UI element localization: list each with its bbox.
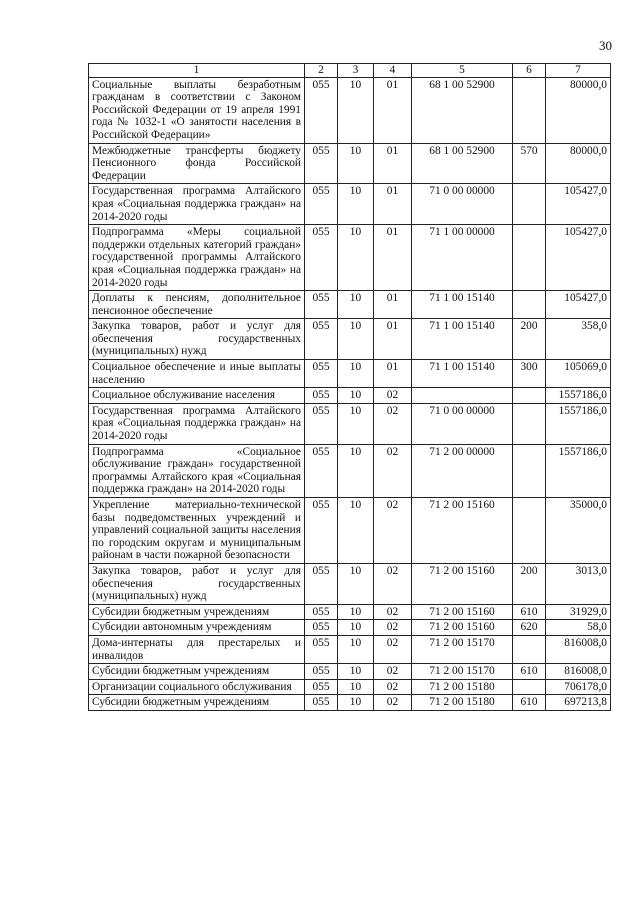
column-header: 2 <box>305 64 338 78</box>
subsection-cell: 01 <box>374 225 412 291</box>
target-article-cell: 71 2 00 15170 <box>412 664 513 680</box>
subsection-cell: 02 <box>374 388 412 404</box>
row-name-cell: Субсидии бюджетным учреждениям <box>89 604 305 620</box>
target-article-cell: 71 2 00 00000 <box>412 444 513 497</box>
admin-code-cell: 055 <box>305 319 338 360</box>
amount-cell: 105069,0 <box>546 360 611 388</box>
target-article-cell: 71 0 00 00000 <box>412 403 513 444</box>
admin-code-cell: 055 <box>305 184 338 225</box>
table-row <box>89 225 611 291</box>
table-header-row <box>89 64 611 78</box>
expense-type-cell <box>513 444 546 497</box>
expense-type-cell <box>513 635 546 663</box>
expense-type-cell: 300 <box>513 360 546 388</box>
expense-type-cell <box>513 679 546 695</box>
amount-cell: 80000,0 <box>546 77 611 143</box>
row-name-cell: Социальное обеспечение и иные выплаты населению <box>89 360 305 388</box>
section-cell: 10 <box>338 225 374 291</box>
admin-code-cell: 055 <box>305 360 338 388</box>
admin-code-cell: 055 <box>305 388 338 404</box>
subsection-cell: 01 <box>374 143 412 184</box>
target-article-cell: 71 1 00 15140 <box>412 291 513 319</box>
table-row <box>89 291 611 319</box>
admin-code-cell: 055 <box>305 291 338 319</box>
section-cell: 10 <box>338 679 374 695</box>
section-cell: 10 <box>338 403 374 444</box>
column-header: 6 <box>513 64 546 78</box>
row-name-cell: Государственная программа Алтайского края «Социальная поддержка граждан» на 2014-2020 годы <box>89 403 305 444</box>
row-name-cell: Закупка товаров, работ и услуг для обеспечения государственных (муниципальных) нужд <box>89 563 305 604</box>
admin-code-cell: 055 <box>305 143 338 184</box>
admin-code-cell: 055 <box>305 77 338 143</box>
row-name-cell: Подпрограмма «Социальное обслуживание граждан» государственной программы Алтайского края «Социальная поддержка граждан» на 2014-2020 годы <box>89 444 305 497</box>
row-name-cell: Межбюджетные трансферты бюджету Пенсионного фонда Российской Федерации <box>89 143 305 184</box>
subsection-cell: 02 <box>374 563 412 604</box>
section-cell: 10 <box>338 604 374 620</box>
table-row <box>89 635 611 663</box>
expense-type-cell: 200 <box>513 319 546 360</box>
target-article-cell: 71 1 00 15140 <box>412 360 513 388</box>
column-header: 1 <box>89 64 305 78</box>
section-cell: 10 <box>338 77 374 143</box>
subsection-cell: 02 <box>374 635 412 663</box>
subsection-cell: 02 <box>374 695 412 711</box>
target-article-cell: 71 2 00 15160 <box>412 498 513 564</box>
column-header: 7 <box>546 64 611 78</box>
table-row <box>89 604 611 620</box>
table-row <box>89 444 611 497</box>
admin-code-cell: 055 <box>305 563 338 604</box>
amount-cell: 1557186,0 <box>546 444 611 497</box>
table-row <box>89 403 611 444</box>
expense-type-cell: 620 <box>513 620 546 636</box>
section-cell: 10 <box>338 388 374 404</box>
subsection-cell: 02 <box>374 498 412 564</box>
row-name-cell: Субсидии бюджетным учреждениям <box>89 695 305 711</box>
row-name-cell: Организации социального обслуживания <box>89 679 305 695</box>
expense-type-cell <box>513 184 546 225</box>
table-row <box>89 679 611 695</box>
section-cell: 10 <box>338 563 374 604</box>
subsection-cell: 01 <box>374 360 412 388</box>
row-name-cell: Подпрограмма «Меры социальной поддержки отдельных категорий граждан» государственной программы Алтайского края «Социальная поддержка граждан» на 2014-2020 годы <box>89 225 305 291</box>
admin-code-cell: 055 <box>305 695 338 711</box>
admin-code-cell: 055 <box>305 403 338 444</box>
expense-type-cell: 570 <box>513 143 546 184</box>
expense-type-cell <box>513 77 546 143</box>
subsection-cell: 02 <box>374 403 412 444</box>
amount-cell: 31929,0 <box>546 604 611 620</box>
table-row <box>89 695 611 711</box>
expense-type-cell: 610 <box>513 695 546 711</box>
admin-code-cell: 055 <box>305 679 338 695</box>
admin-code-cell: 055 <box>305 498 338 564</box>
subsection-cell: 01 <box>374 184 412 225</box>
table-row <box>89 77 611 143</box>
target-article-cell: 71 2 00 15160 <box>412 563 513 604</box>
table-row <box>89 143 611 184</box>
row-name-cell: Укрепление материально-технической базы подведомственных учреждений и управлений социальной защиты населения по городским округам и муниципальным районам в части пожарной безопасности <box>89 498 305 564</box>
expense-type-cell: 610 <box>513 664 546 680</box>
section-cell: 10 <box>338 184 374 225</box>
amount-cell: 105427,0 <box>546 184 611 225</box>
row-name-cell: Социальные выплаты безработным гражданам в соответствии с Законом Российской Федерации от 19 апреля 1991 года № 1032-1 «О занятости населения в Российской Федерации» <box>89 77 305 143</box>
column-header: 5 <box>412 64 513 78</box>
section-cell: 10 <box>338 635 374 663</box>
amount-cell: 80000,0 <box>546 143 611 184</box>
admin-code-cell: 055 <box>305 664 338 680</box>
admin-code-cell: 055 <box>305 604 338 620</box>
admin-code-cell: 055 <box>305 444 338 497</box>
expense-type-cell <box>513 388 546 404</box>
table-row <box>89 319 611 360</box>
admin-code-cell: 055 <box>305 635 338 663</box>
amount-cell: 706178,0 <box>546 679 611 695</box>
target-article-cell: 71 1 00 15140 <box>412 319 513 360</box>
row-name-cell: Дома-интернаты для престарелых и инвалидов <box>89 635 305 663</box>
table-row <box>89 664 611 680</box>
table-row <box>89 388 611 404</box>
section-cell: 10 <box>338 291 374 319</box>
amount-cell: 816008,0 <box>546 664 611 680</box>
page-number: 30 <box>599 38 612 53</box>
target-article-cell <box>412 388 513 404</box>
section-cell: 10 <box>338 143 374 184</box>
amount-cell: 358,0 <box>546 319 611 360</box>
section-cell: 10 <box>338 498 374 564</box>
expense-type-cell <box>513 291 546 319</box>
table-body <box>89 77 611 710</box>
amount-cell: 1557186,0 <box>546 403 611 444</box>
amount-cell: 35000,0 <box>546 498 611 564</box>
subsection-cell: 02 <box>374 620 412 636</box>
table-row <box>89 498 611 564</box>
amount-cell: 105427,0 <box>546 225 611 291</box>
subsection-cell: 01 <box>374 77 412 143</box>
table-row <box>89 563 611 604</box>
row-name-cell: Субсидии бюджетным учреждениям <box>89 664 305 680</box>
column-header: 3 <box>338 64 374 78</box>
admin-code-cell: 055 <box>305 620 338 636</box>
target-article-cell: 71 1 00 00000 <box>412 225 513 291</box>
expense-type-cell <box>513 498 546 564</box>
amount-cell: 3013,0 <box>546 563 611 604</box>
subsection-cell: 01 <box>374 319 412 360</box>
row-name-cell: Социальное обслуживание населения <box>89 388 305 404</box>
subsection-cell: 02 <box>374 679 412 695</box>
target-article-cell: 71 2 00 15160 <box>412 604 513 620</box>
admin-code-cell: 055 <box>305 225 338 291</box>
column-header: 4 <box>374 64 412 78</box>
table-row <box>89 620 611 636</box>
target-article-cell: 71 2 00 15160 <box>412 620 513 636</box>
amount-cell: 816008,0 <box>546 635 611 663</box>
subsection-cell: 02 <box>374 664 412 680</box>
target-article-cell: 71 2 00 15170 <box>412 635 513 663</box>
row-name-cell: Доплаты к пенсиям, дополнительное пенсионное обеспечение <box>89 291 305 319</box>
table-row <box>89 360 611 388</box>
row-name-cell: Субсидии автономным учреждениям <box>89 620 305 636</box>
expense-type-cell: 610 <box>513 604 546 620</box>
target-article-cell: 71 2 00 15180 <box>412 695 513 711</box>
target-article-cell: 71 0 00 00000 <box>412 184 513 225</box>
expense-type-cell: 200 <box>513 563 546 604</box>
amount-cell: 1557186,0 <box>546 388 611 404</box>
amount-cell: 58,0 <box>546 620 611 636</box>
section-cell: 10 <box>338 444 374 497</box>
subsection-cell: 02 <box>374 604 412 620</box>
section-cell: 10 <box>338 319 374 360</box>
row-name-cell: Закупка товаров, работ и услуг для обеспечения государственных (муниципальных) нужд <box>89 319 305 360</box>
subsection-cell: 01 <box>374 291 412 319</box>
target-article-cell: 68 1 00 52900 <box>412 77 513 143</box>
amount-cell: 105427,0 <box>546 291 611 319</box>
budget-table <box>88 63 611 711</box>
amount-cell: 697213,8 <box>546 695 611 711</box>
subsection-cell: 02 <box>374 444 412 497</box>
expense-type-cell <box>513 403 546 444</box>
target-article-cell: 71 2 00 15180 <box>412 679 513 695</box>
table-row <box>89 184 611 225</box>
section-cell: 10 <box>338 620 374 636</box>
expense-type-cell <box>513 225 546 291</box>
section-cell: 10 <box>338 695 374 711</box>
section-cell: 10 <box>338 664 374 680</box>
target-article-cell: 68 1 00 52900 <box>412 143 513 184</box>
section-cell: 10 <box>338 360 374 388</box>
row-name-cell: Государственная программа Алтайского края «Социальная поддержка граждан» на 2014-2020 годы <box>89 184 305 225</box>
